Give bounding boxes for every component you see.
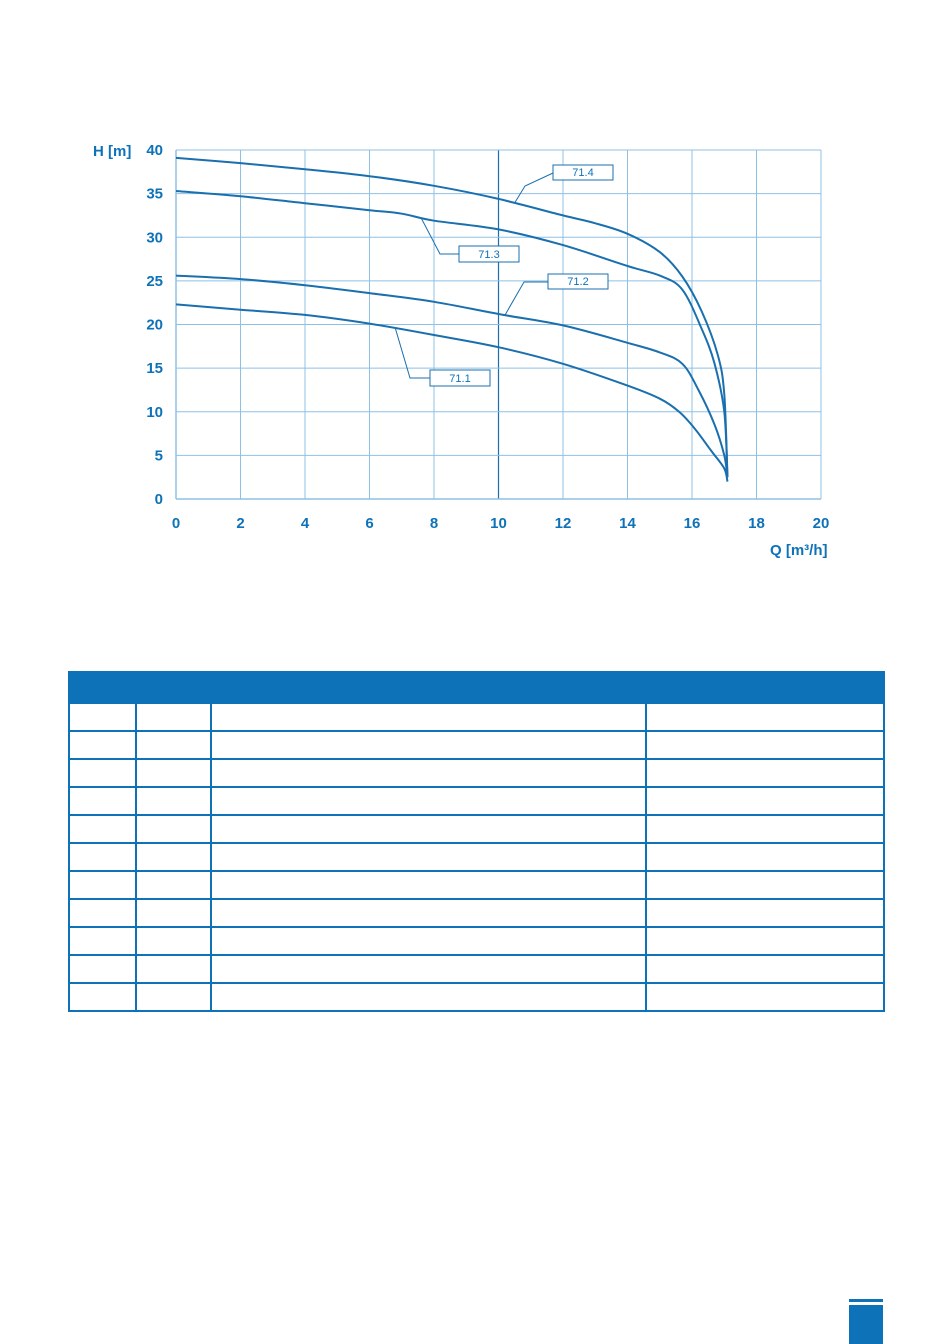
table-cell (211, 843, 646, 871)
table-cell (136, 955, 211, 983)
table-cell (69, 955, 136, 983)
table-row (69, 871, 884, 899)
y-tick-label: 25 (146, 272, 163, 290)
table-row (69, 703, 884, 731)
table-cell (136, 843, 211, 871)
label-leader-line (395, 328, 430, 378)
x-tick-label: 18 (748, 515, 765, 532)
series-line-71-3 (176, 191, 728, 477)
table-cell (69, 787, 136, 815)
x-tick-label: 4 (300, 515, 310, 532)
table-cell (646, 759, 884, 787)
table-cell (211, 815, 646, 843)
x-tick-label: 14 (619, 515, 636, 532)
table-header-row (69, 672, 884, 703)
x-tick-label: 10 (490, 515, 507, 532)
table-cell (646, 703, 884, 731)
x-tick-label: 20 (812, 515, 830, 532)
table-cell (69, 731, 136, 759)
table-cell (211, 899, 646, 927)
table-cell (136, 899, 211, 927)
table-cell (136, 703, 211, 731)
table-cell (69, 871, 136, 899)
table-cell (136, 731, 211, 759)
table-row (69, 927, 884, 955)
table-cell (646, 983, 884, 1011)
table-cell (136, 787, 211, 815)
table-header-cell (646, 672, 884, 703)
series-label: 71.4 (572, 167, 594, 179)
table-cell (646, 787, 884, 815)
x-tick-label: 16 (683, 515, 701, 532)
y-tick-label: 15 (146, 360, 163, 378)
table-row (69, 731, 884, 759)
table-cell (136, 927, 211, 955)
table-cell (136, 815, 211, 843)
table-cell (136, 983, 211, 1011)
table-row (69, 787, 884, 815)
chart-grid (176, 150, 821, 499)
table-cell (136, 759, 211, 787)
table-cell (211, 703, 646, 731)
y-tick-label: 0 (154, 491, 163, 508)
y-tick-label: 30 (146, 229, 163, 247)
table-row (69, 843, 884, 871)
x-tick-label: 8 (429, 515, 439, 532)
table-cell (69, 759, 136, 787)
page-tab-line (849, 1299, 883, 1302)
series-label: 71.3 (478, 249, 500, 261)
table-cell (69, 843, 136, 871)
table-body (69, 703, 884, 1011)
table-cell (211, 759, 646, 787)
y-tick-label: 20 (146, 316, 163, 334)
page-tab-marker (849, 1299, 883, 1344)
table-cell (69, 815, 136, 843)
table-row (69, 955, 884, 983)
table-header-cell (136, 672, 211, 703)
table-cell (69, 927, 136, 955)
table-cell (211, 927, 646, 955)
table-row (69, 983, 884, 1011)
table-cell (646, 815, 884, 843)
y-tick-label: 40 (146, 142, 163, 159)
table-cell (211, 731, 646, 759)
table-cell (646, 731, 884, 759)
chart-series (176, 158, 728, 482)
table-cell (646, 899, 884, 927)
series-label: 71.2 (567, 276, 589, 288)
series-label: 71.1 (449, 373, 471, 385)
label-leader-line (515, 173, 553, 203)
table-row (69, 899, 884, 927)
table-header-cell (211, 672, 646, 703)
table-cell (646, 871, 884, 899)
label-leader-line (505, 282, 548, 315)
y-tick-label: 35 (146, 185, 163, 203)
y-tick-label: 5 (154, 447, 163, 465)
x-tick-label: 0 (171, 515, 181, 532)
table-cell (211, 871, 646, 899)
pump-curve-chart (0, 0, 950, 600)
series-line-71-4 (176, 158, 728, 477)
table-cell (211, 983, 646, 1011)
data-table (68, 671, 885, 1012)
x-tick-label: 6 (365, 515, 374, 532)
x-tick-label: 2 (236, 515, 245, 532)
table-cell (211, 955, 646, 983)
y-tick-label: 10 (146, 403, 163, 421)
table-header-cell (69, 672, 136, 703)
x-tick-label: 12 (554, 515, 572, 532)
y-axis-label: H [m] (93, 143, 132, 160)
table-cell (136, 871, 211, 899)
table-cell (211, 787, 646, 815)
table-row (69, 759, 884, 787)
x-axis-label: Q [m³/h] (770, 542, 828, 559)
table-cell (646, 843, 884, 871)
chart-callouts (395, 165, 613, 386)
table-cell (69, 703, 136, 731)
table-cell (69, 983, 136, 1011)
table-cell (646, 927, 884, 955)
table-cell (69, 899, 136, 927)
table-row (69, 815, 884, 843)
page-tab-block (849, 1305, 883, 1344)
table-cell (646, 955, 884, 983)
